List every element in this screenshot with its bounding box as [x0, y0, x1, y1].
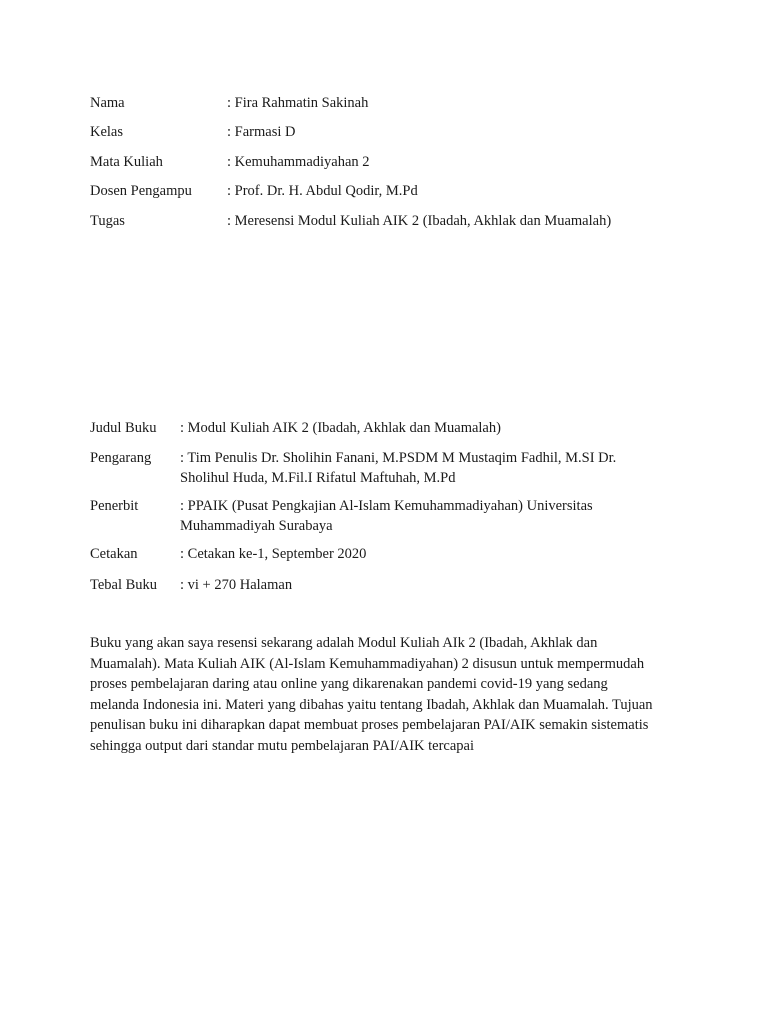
book-row-tebal	[90, 575, 660, 595]
info-label: Nama	[90, 95, 125, 111]
info-label: Dosen Pengampu	[90, 183, 192, 199]
book-value	[180, 496, 660, 536]
book-value	[180, 448, 660, 488]
info-label: Mata Kuliah	[90, 154, 163, 170]
book-label: Judul Buku	[90, 420, 157, 436]
book-label: Cetakan	[90, 546, 138, 562]
info-value: : Prof. Dr. H. Abdul Qodir, M.Pd	[227, 183, 418, 199]
book-value-line: : Tim Penulis Dr. Sholihin Fanani, M.PSDM M Mustaqim Fadhil, M.SI Dr.	[180, 450, 617, 466]
paragraph-line: sehingga output dari standar mutu pembelajaran PAI/AIK tercapai	[90, 737, 475, 754]
book-label: Penerbit	[90, 498, 139, 514]
book-value-line: : PPAIK (Pusat Pengkajian Al-Islam Kemuhammadiyahan) Universitas	[180, 498, 593, 514]
info-value: : Fira Rahmatin Sakinah	[227, 95, 369, 111]
book-label: Pengarang	[90, 450, 152, 466]
book-row-judul	[90, 418, 660, 438]
info-row-dosen	[90, 181, 707, 201]
book-value-line: Muhammadiyah Surabaya	[180, 518, 333, 534]
book-row-cetakan	[90, 544, 660, 564]
info-value: : Farmasi D	[227, 124, 296, 140]
info-label: Tugas	[90, 213, 125, 229]
book-row-penerbit	[90, 496, 660, 536]
book-value: : Modul Kuliah AIK 2 (Ibadah, Akhlak dan Muamalah)	[180, 420, 501, 436]
paragraph-line: Buku yang akan saya resensi sekarang adalah Modul Kuliah AIk 2 (Ibadah, Akhlak dan	[90, 635, 598, 651]
info-label: Kelas	[90, 124, 124, 140]
info-row-nama	[90, 93, 707, 113]
paragraph-line: melanda Indonesia ini. Materi yang dibahas yaitu tentang Ibadah, Akhlak dan Muamalah. Tujuan	[90, 696, 653, 713]
info-row-mata-kuliah	[90, 152, 707, 172]
review-paragraph	[90, 633, 680, 757]
paragraph-line: proses pembelajaran daring atau online yang dikarenakan pandemi covid-19 yang sedang	[90, 676, 608, 693]
info-value: : Meresensi Modul Kuliah AIK 2 (Ibadah, Akhlak dan Muamalah)	[227, 213, 612, 229]
info-row-kelas	[90, 122, 707, 142]
book-value: : Cetakan ke-1, September 2020	[180, 546, 367, 562]
book-value: : vi + 270 Halaman	[180, 577, 293, 593]
book-label: Tebal Buku	[90, 577, 158, 593]
info-value: : Kemuhammadiyahan 2	[227, 154, 370, 170]
book-value-line: Sholihul Huda, M.Fil.I Rifatul Maftuhah, M.Pd	[180, 470, 456, 486]
info-row-tugas	[90, 211, 707, 231]
book-row-pengarang	[90, 448, 660, 488]
paragraph-line: Muamalah). Mata Kuliah AIK (Al-Islam Kemuhammadiyahan) 2 disusun untuk mempermudah	[90, 655, 645, 672]
paragraph-line: penulisan buku ini diharapkan dapat membuat proses pembelajaran PAI/AIK semakin sistematis	[90, 717, 649, 734]
